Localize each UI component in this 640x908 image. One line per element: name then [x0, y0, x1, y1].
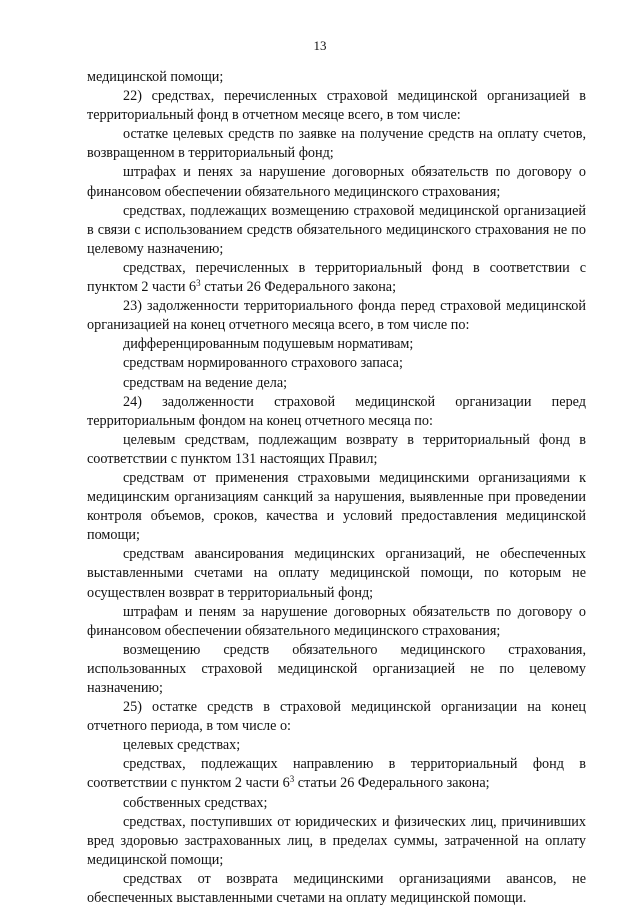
page-number: 13: [313, 38, 327, 53]
paragraph: [87, 794, 586, 813]
paragraph: [87, 813, 586, 870]
paragraph: [87, 297, 586, 335]
paragraph-text: средствах, подлежащих направлению в территориальный фонд в соответствии с пунктом 2 части 6: [87, 756, 586, 792]
paragraph: [87, 870, 586, 908]
paragraph-text: возмещению средств обязательного медицинского страхования, использованных страховой медицинской организацией не по целевому назначению;: [87, 641, 586, 696]
paragraph-text: целевым средствам, подлежащим возврату в территориальный фонд в соответствии с пунктом 131 настоящих Правил;: [87, 431, 586, 467]
paragraph-text-tail: статьи 26 Федерального закона;: [200, 279, 397, 296]
paragraph: [87, 354, 586, 373]
paragraph: [87, 68, 586, 87]
superscript: 3: [196, 278, 201, 289]
paragraph-text: средствах, поступивших от юридических и физических лиц, причинивших вред здоровью застрахованных лиц, в пределах суммы, затраченной на оплату медицинской помощи;: [87, 813, 586, 868]
paragraph: [87, 202, 586, 259]
paragraph-text: 23) задолженности территориального фонда перед страховой медицинской организацией на конец отчетного месяца всего, в том числе по:: [87, 298, 586, 334]
paragraph: [87, 163, 586, 201]
paragraph-text-tail: статьи 26 Федерального закона;: [294, 775, 490, 792]
paragraph: [87, 431, 586, 469]
paragraph: [87, 87, 586, 125]
document-body: [87, 68, 586, 908]
paragraph: [87, 641, 586, 698]
paragraph-text: медицинской помощи;: [87, 69, 224, 85]
paragraph: [87, 469, 586, 545]
paragraph: [87, 335, 586, 354]
paragraph-text: средствам от применения страховыми медицинскими организациями к медицинским организациям санкций за нарушения, выявленные при проведении контроля объемов, сроков, качества и условий предоставления медицинской помощи;: [87, 469, 586, 544]
paragraph-text: целевых средствах;: [123, 737, 241, 754]
paragraph-text: собственных средствах;: [123, 794, 268, 811]
paragraph-text: средствах, перечисленных в территориальный фонд в соответствии с пунктом 2 части 6: [87, 259, 586, 296]
paragraph: [87, 603, 586, 641]
paragraph-text: 25) остатке средств в страховой медицинской организации на конец отчетного периода, в том числе о:: [87, 699, 586, 735]
paragraph: [87, 125, 586, 163]
paragraph-text: средствах, подлежащих возмещению страховой медицинской организацией в связи с использованием средств обязательного медицинского страхования не по целевому назначению;: [87, 202, 586, 257]
paragraph-text: остатке целевых средств по заявке на получение средств на оплату счетов, возвращенном в территориальный фонд;: [87, 126, 586, 162]
paragraph-text: штрафах и пенях за нарушение договорных обязательств по договору о финансовом обеспечении обязательного медицинского страхования;: [87, 164, 586, 200]
superscript: 3: [289, 774, 295, 785]
paragraph: [87, 698, 586, 736]
paragraph-text: средствам авансирования медицинских организаций, не обеспеченных выставленными счетами на оплату медицинской помощи, по которым не осуществлен возврат в территориальный фонд;: [87, 546, 586, 601]
paragraph: [87, 545, 586, 602]
paragraph-text: штрафам и пеням за нарушение договорных обязательств по договору о финансовом обеспечении обязательного медицинского страхования;: [87, 603, 586, 639]
paragraph-text: дифференцированным подушевым нормативам;: [123, 336, 414, 353]
paragraph-text: 22) средствах, перечисленных страховой медицинской организацией в территориальный фонд в отчетном месяце всего, в том числе:: [87, 88, 586, 124]
paragraph-text: средствах от возврата медицинскими организациями авансов, не обеспеченных выставленными счетами на оплату медицинской помощи.: [87, 870, 586, 907]
paragraph: [87, 755, 586, 793]
paragraph-text: средствам на ведение дела;: [123, 374, 288, 391]
paragraph: [87, 259, 586, 297]
paragraph-text: 24) задолженности страховой медицинской организации перед территориальным фондом на конец отчетного месяца по:: [87, 393, 586, 429]
paragraph: [87, 374, 586, 393]
paragraph: [87, 393, 586, 431]
paragraph: [87, 736, 586, 755]
paragraph-text: средствам нормированного страхового запаса;: [123, 355, 403, 372]
